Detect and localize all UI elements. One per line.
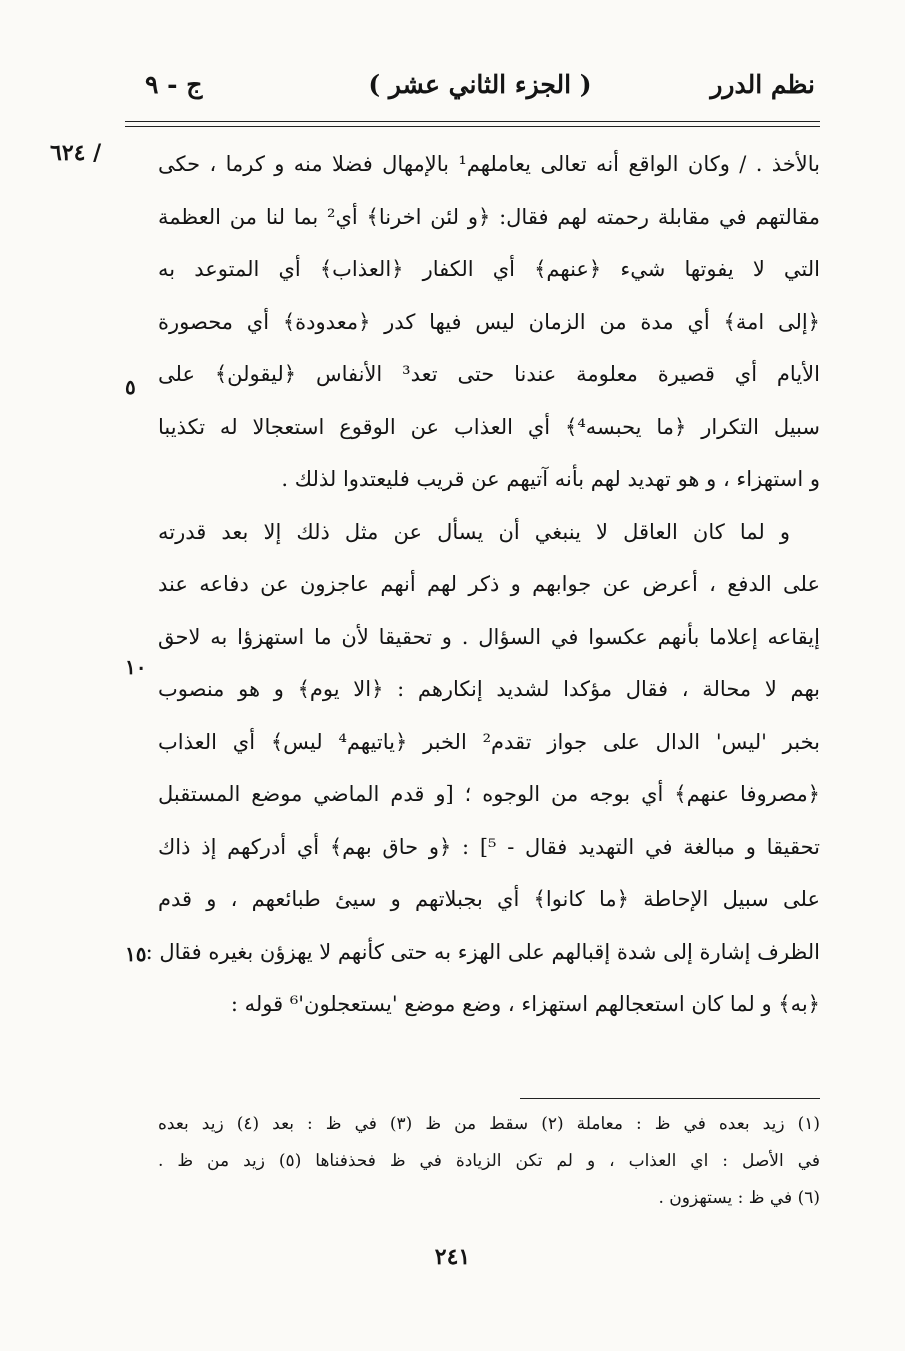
text-line: تحقيقا و مبالغة في التهديد فقال - ⁵] : ﴿و حاق بهم﴾ أي أدركهم إذ ذاك [158,834,821,859]
part-title: ( الجزء الثاني عشر ) [368,70,592,99]
text-line: ﴿به﴾ و لما كان استعجالهم استهزاء ، وضع موضع 'يستعجلون'⁶ قوله : [230,992,820,1016]
footnote-line: (٦) في ظ : يستهزون . [658,1188,820,1208]
text-line: و لما كان العاقل لا ينبغي أن يسأل عن مثل ذلك إلا بعد قدرته [158,519,790,544]
header-rule [125,121,820,122]
line-number: ٥ [125,375,136,399]
text-line: ﴿إلى امة﴾ أي مدة من الزمان ليس فيها كدر ﴿معدودة﴾ أي محصورة [158,309,820,334]
book-title: نظم الدرر [710,70,815,99]
text-line: مقالتهم في مقابلة رحمته لهم فقال: ﴿و لئن اخرنا﴾ أي² بما لنا من العظمة [158,204,820,229]
text-line: بهم لا محالة ، فقال مؤكدا لشديد إنكارهم : ﴿الا يوم﴾ و هو منصوب [158,677,820,701]
text-line: الأيام أي قصيرة معلومة عندنا حتى تعد³ الأنفاس ﴿ليقولن﴾ على [158,362,820,386]
line-number: ١٠ [125,655,147,679]
footnote-line: (١) زيد بعده في ظ : معاملة (٢) سقط من ظ (٣) في ظ : بعد (٤) زيد بعده [158,1114,820,1134]
footnotes [158,1106,820,1217]
text-line: بخبر 'ليس' الدال على جواز تقدم² الخبر ﴿ياتيهم⁴ ليس﴾ أي العذاب [158,729,821,754]
text-line: على الدفع ، أعرض عن جوابهم و ذكر لهم أنهم عاجزون عن دفاعه عند [158,572,820,596]
text-line: إيقاعه إعلاما بأنهم عكسوا في السؤال . و تحقيقا لأن ما استهزؤا به لاحق [158,624,820,649]
main-text [145,138,821,1031]
text-line: الظرف إشارة إلى شدة إقبالهم على الهزء به حتى كأنهم لا يهزؤن بغيره فقال : [145,939,820,964]
header-rule-thin [125,126,820,127]
text-line: التي لا يفوتها شيء ﴿عنهم﴾ أي الكفار ﴿العذاب﴾ أي المتوعد به [158,257,820,281]
volume-label: ج - ٩ [145,70,203,99]
manuscript-page-mark: / ٦٢٤ [50,140,102,166]
text-line: و استهزاء ، و هو تهديد لهم بأنه آتيهم عن قريب فليعتدوا لذلك . [281,467,820,491]
footnote-rule [520,1098,820,1099]
text-line: على سبيل الإحاطة ﴿ما كانوا﴾ أي بجبلاتهم و سيئ طبائعهم ، و قدم [158,887,820,911]
text-line: سبيل التكرار ﴿ما يحبسه⁴﴾ أي العذاب عن الوقوع استعجالا له تكذيبا [158,414,820,439]
text-line: بالأخذ . / وكان الواقع أنه تعالى يعاملهم¹ بالإمهال فضلا منه و كرما ، حكى [158,152,820,176]
running-header [145,70,815,110]
footnote-line: في الأصل : اي العذاب ، و لم تكن الزيادة في ظ فحذفناها (٥) زيد من ظ . [158,1151,820,1171]
text-line: ﴿مصروفا عنهم﴾ أي بوجه من الوجوه ؛ [و قدم الماضي موضع المستقبل [158,782,820,806]
page-number: ٢٤١ [434,1244,471,1270]
line-number: ١٥ [125,942,147,966]
